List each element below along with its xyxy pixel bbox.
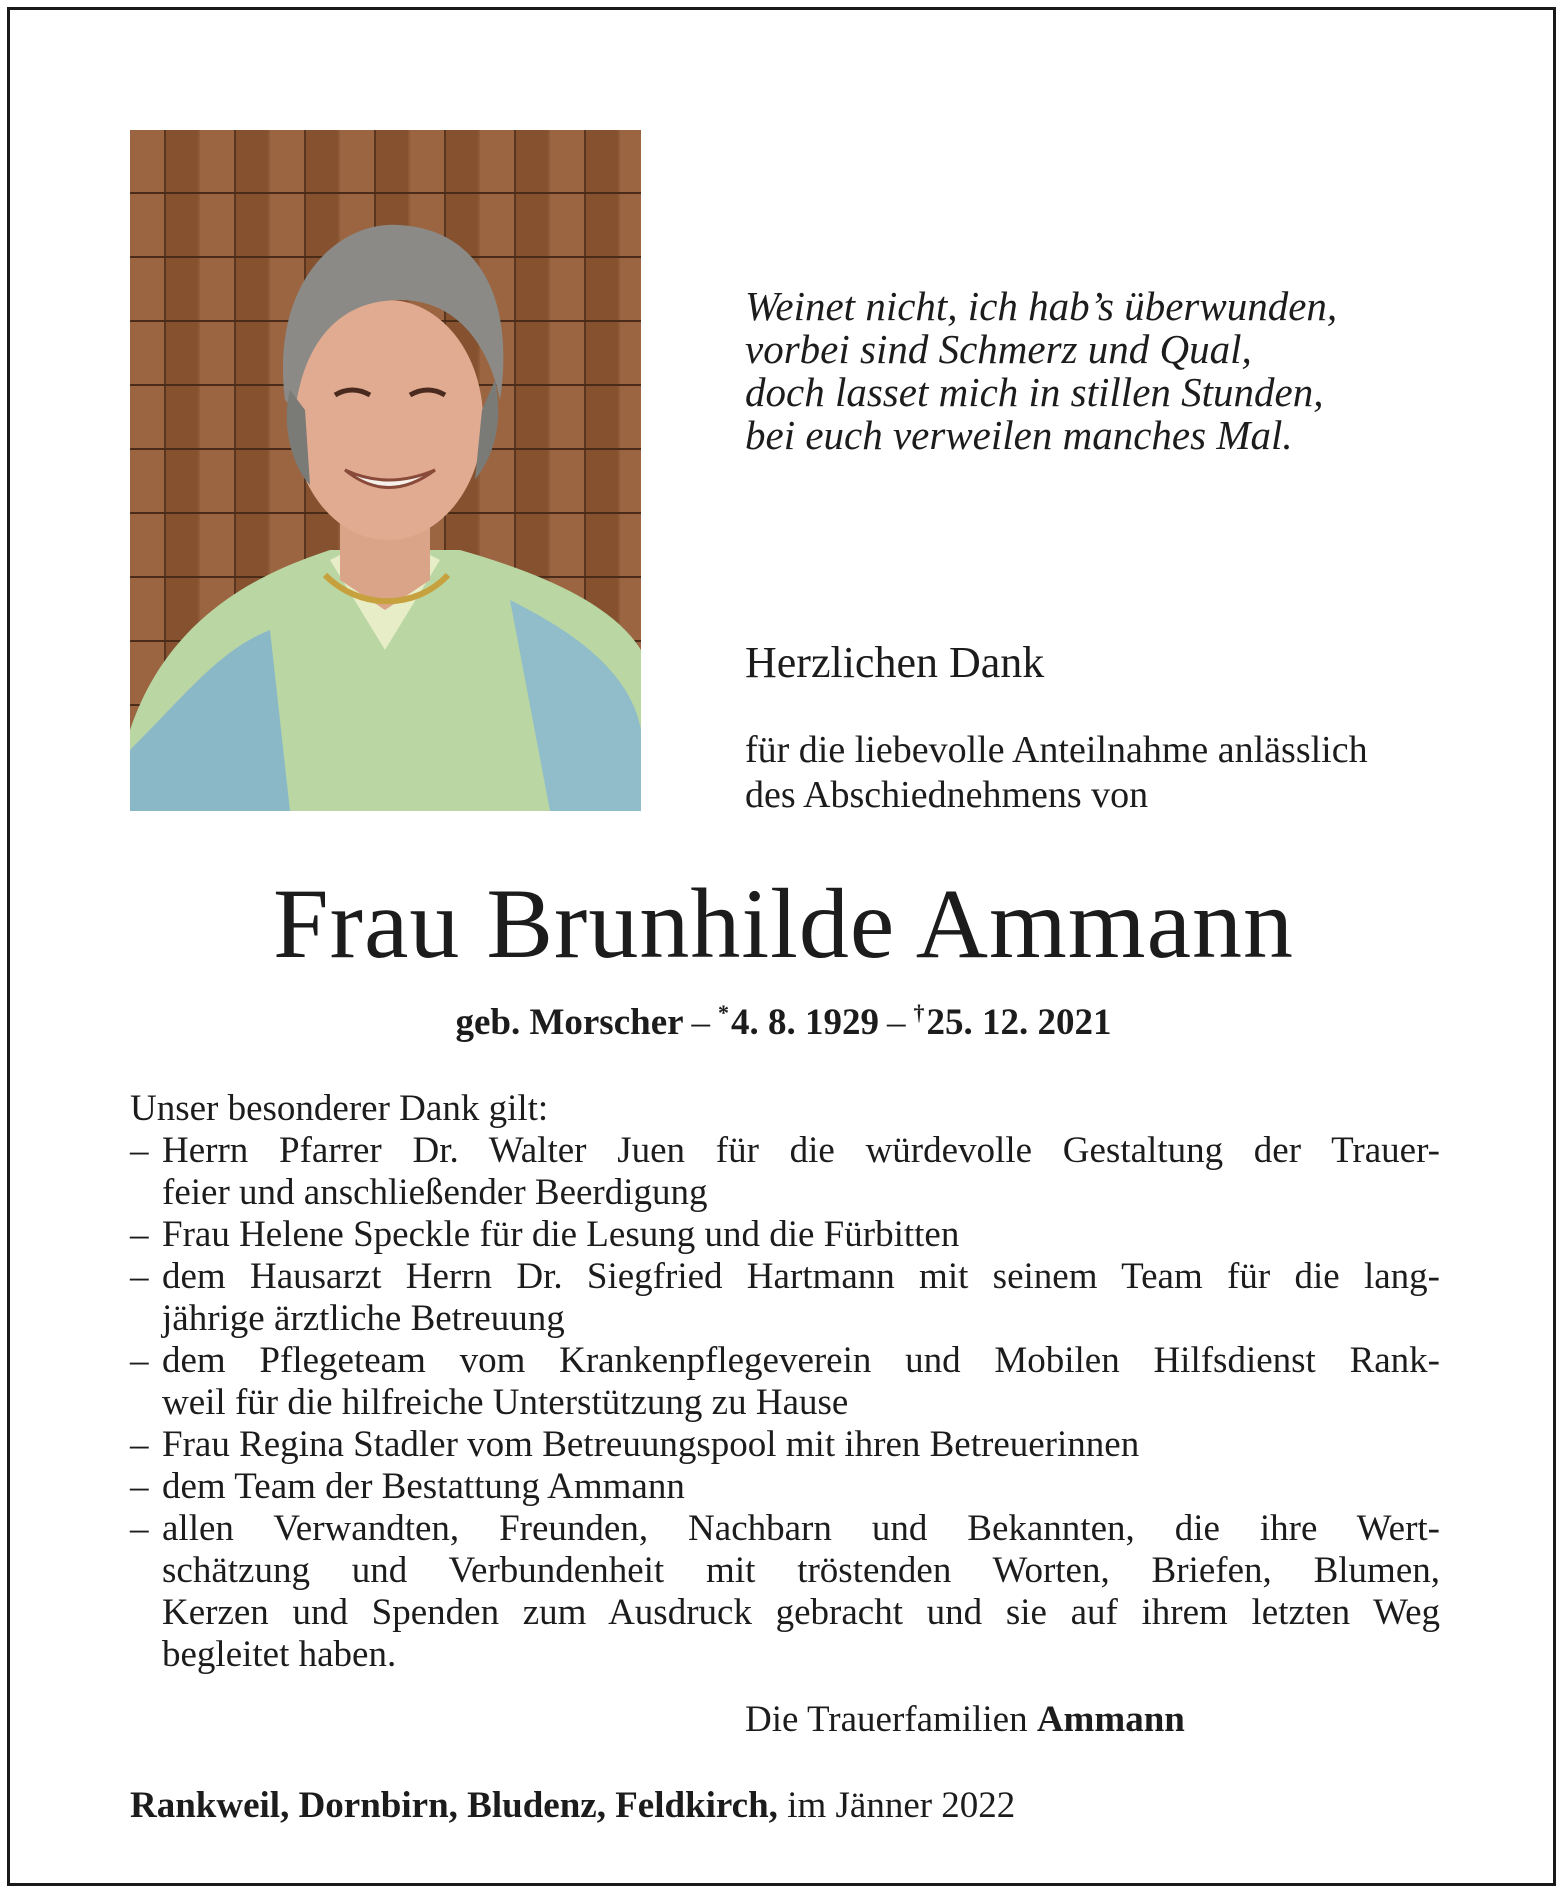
- death-symbol: †: [913, 1000, 925, 1025]
- special-thanks-list: [130, 1130, 1440, 1676]
- list-item-line: – Frau Helene Speckle für die Lesung und die Fürbitten: [162, 1214, 960, 1255]
- birth-date: 4. 8. 1929: [731, 1002, 880, 1043]
- thanks-intro-line: des Abschiednehmens von: [745, 774, 1149, 816]
- list-item-line: schätzung und Verbundenheit mit tröstenden Worten, Briefen, Blumen,: [162, 1550, 1440, 1591]
- list-item: [130, 1130, 1440, 1214]
- dash-separator: –: [691, 1002, 711, 1043]
- birth-name: geb. Morscher: [455, 1002, 684, 1043]
- dash-separator: –: [887, 1002, 906, 1043]
- list-item-line: – allen Verwandten, Freunden, Nachbarn und Bekannten, die ihre Wert-: [162, 1508, 1440, 1549]
- portrait-photo: [130, 130, 641, 811]
- place-date: im Jänner 2022: [787, 1785, 1016, 1826]
- list-item-line: feier und anschließender Beerdigung: [162, 1172, 708, 1213]
- list-item: [130, 1340, 1440, 1424]
- list-item-line: – dem Team der Bestattung Ammann: [162, 1466, 685, 1507]
- list-item-line: – Frau Regina Stadler vom Betreuungspool mit ihren Betreuerinnen: [162, 1424, 1140, 1465]
- poem-line: bei euch verweilen manches Mal.: [745, 412, 1293, 458]
- thanks-title: Herzlichen Dank: [745, 638, 1045, 687]
- place-and-date: [130, 1784, 1015, 1828]
- poem-line: Weinet nicht, ich hab’s überwunden,: [745, 283, 1338, 329]
- place-towns: Rankweil, Dornbirn, Bludenz, Feldkirch,: [130, 1785, 778, 1826]
- special-thanks-lead: Unser besonderer Dank gilt:: [130, 1088, 549, 1129]
- life-dates: [0, 990, 1567, 1046]
- list-item-line: begleitet haben.: [162, 1634, 397, 1675]
- portrait-photo-icon: [130, 130, 641, 811]
- signature-prefix: Die Trauerfamilien: [745, 1699, 1028, 1740]
- thanks-intro-line: für die liebevolle Anteilnahme anlässlich: [745, 729, 1368, 771]
- special-thanks: [130, 1088, 1440, 1676]
- thanks-intro: [745, 728, 1485, 818]
- poem-line: vorbei sind Schmerz und Qual,: [745, 326, 1252, 372]
- list-item: [130, 1508, 1440, 1676]
- list-item: [130, 1466, 1440, 1508]
- death-date: 25. 12. 2021: [926, 1002, 1112, 1043]
- list-item: [130, 1256, 1440, 1340]
- list-item: [130, 1424, 1440, 1466]
- deceased-name: Frau Brunhilde Ammann: [273, 868, 1294, 979]
- signature-family: Ammann: [1036, 1699, 1185, 1740]
- list-item-line: jährige ärztliche Betreuung: [162, 1298, 565, 1339]
- list-item-line: – dem Pflegeteam vom Krankenpflegeverein und Mobilen Hilfsdienst Rank-: [162, 1340, 1440, 1381]
- list-item-line: Kerzen und Spenden zum Ausdruck gebracht und sie auf ihrem letzten Weg: [162, 1592, 1440, 1633]
- signature: [745, 1698, 1185, 1742]
- list-item-line: – Herrn Pfarrer Dr. Walter Juen für die würdevolle Gestaltung der Trauer-: [162, 1130, 1440, 1171]
- list-item: [130, 1214, 1440, 1256]
- poem-line: doch lasset mich in stillen Stunden,: [745, 369, 1324, 415]
- birth-symbol: *: [718, 1000, 730, 1025]
- poem: [745, 285, 1465, 457]
- list-item-line: – dem Hausarzt Herrn Dr. Siegfried Hartmann mit seinem Team für die lang-: [162, 1256, 1440, 1297]
- list-item-line: weil für die hilfreiche Unterstützung zu Hause: [162, 1382, 849, 1423]
